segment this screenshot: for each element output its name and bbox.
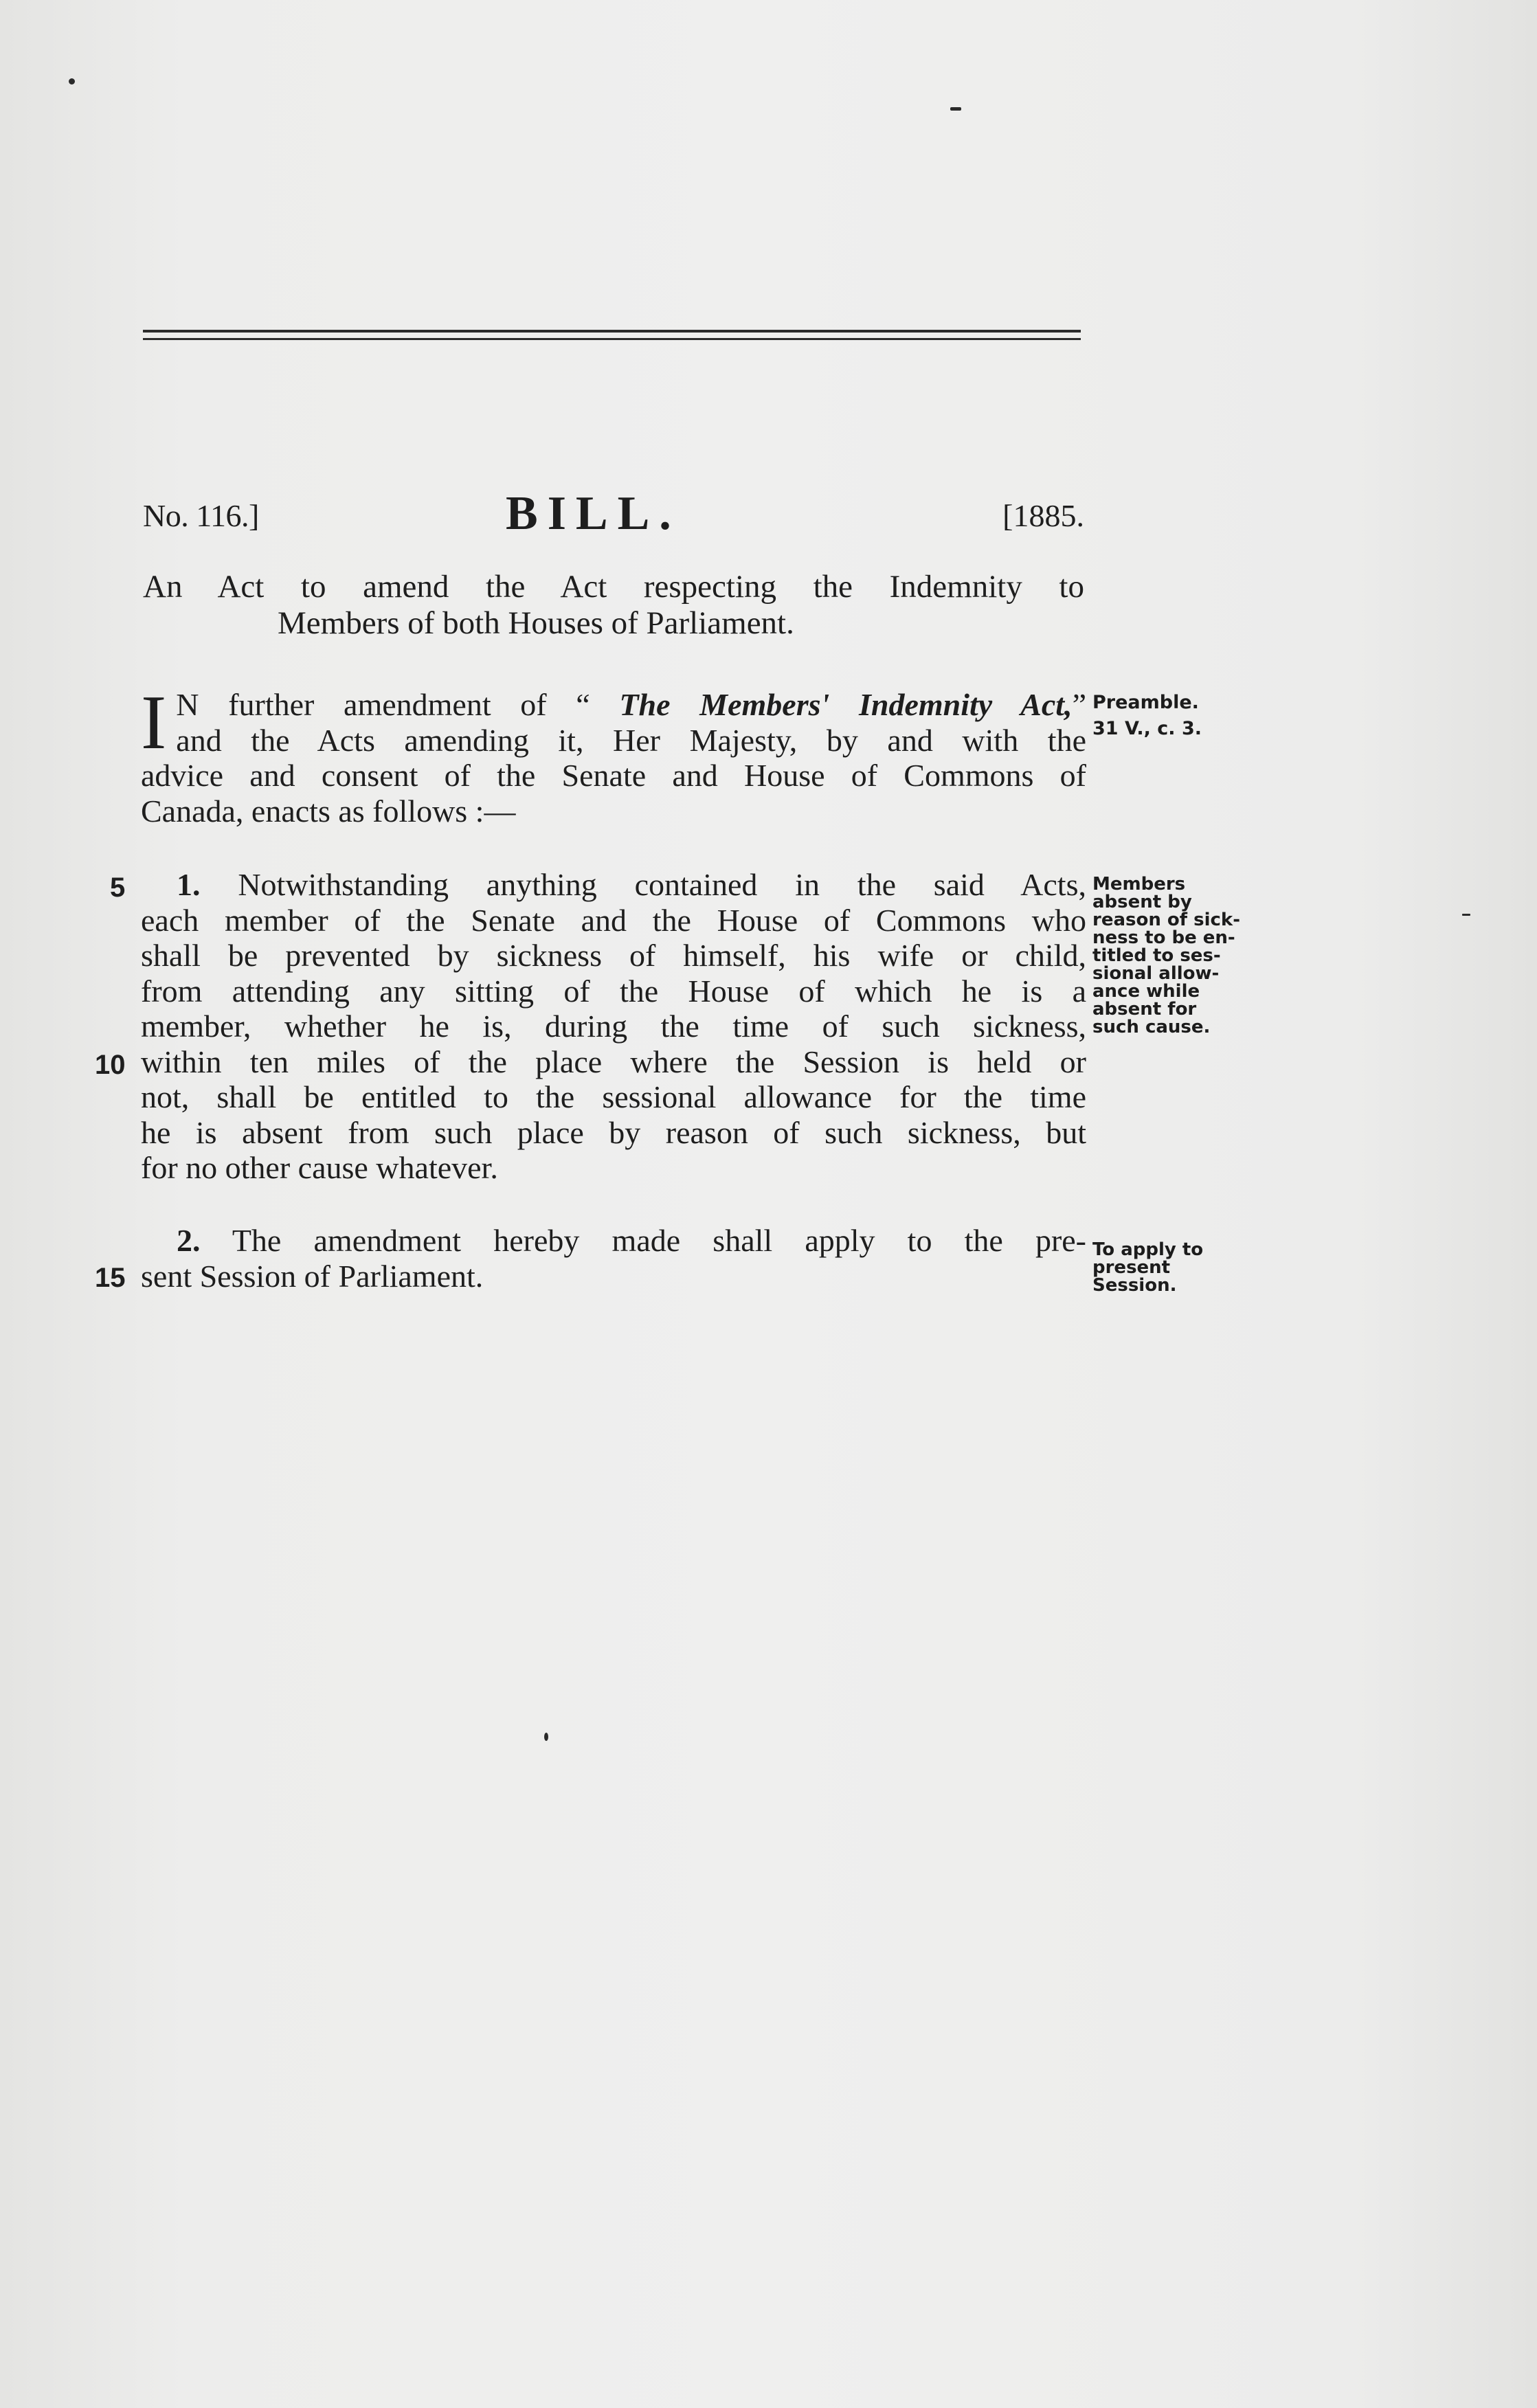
- act-title: [143, 569, 1084, 642]
- section-line: for no other cause whatever.: [141, 1150, 498, 1185]
- paper-speck: [544, 1733, 548, 1741]
- margin-note-section-1: Members absent by reason of sick- ness to be en- titled to ses- sional allow- ance while absent for such cause.: [1092, 874, 1241, 1037]
- bill-number: No. 116.]: [143, 498, 259, 533]
- section-line: each member of the Senate and the House of Commons who: [141, 902, 1086, 938]
- act-title-line: Members of both Houses of Parliament.: [278, 605, 794, 641]
- section-number: 1.: [177, 867, 201, 902]
- margin-note-citation: 31 V., c. 3.: [1092, 718, 1202, 739]
- line-number: 5: [110, 873, 126, 903]
- section-line: within ten miles of the place where the Session is held or: [141, 1044, 1086, 1079]
- act-name: The Members' Indemnity Act,: [619, 687, 1073, 722]
- section-line: shall be prevented by sickness of himself, his wife or child,: [141, 938, 1086, 973]
- section-line: not, shall be entitled to the sessional allowance for the time: [141, 1079, 1086, 1114]
- bill-header: [143, 486, 1084, 548]
- paper-speck: [1462, 914, 1470, 916]
- paper-speck: [69, 78, 75, 85]
- act-title-line: An Act to amend the Act respecting the Indemnity to: [143, 569, 1084, 605]
- top-rule: [143, 338, 1081, 340]
- preamble: [141, 680, 1086, 829]
- section-number: 2.: [177, 1223, 201, 1258]
- margin-note-preamble: Preamble.: [1092, 692, 1199, 713]
- preamble-line: Canada, enacts as follows :—: [141, 793, 516, 829]
- section-line: 2. The amendment hereby made shall apply to the pre-: [177, 1223, 1087, 1258]
- section-line: member, whether he is, during the time of such sickness,: [141, 1009, 1086, 1044]
- line-number: 10: [95, 1050, 126, 1080]
- section-line: sent Session of Parliament.: [141, 1258, 484, 1294]
- section-line: he is absent from such place by reason of such sickness, but: [141, 1114, 1086, 1150]
- bill-year: [1885.: [1002, 498, 1084, 533]
- preamble-line: advice and consent of the Senate and House of Commons of: [141, 758, 1086, 793]
- section-line: from attending any sitting of the House of which he is a: [141, 973, 1086, 1009]
- section-line: 1. Notwithstanding anything contained in the said Acts,: [177, 867, 1086, 902]
- drop-cap: I: [141, 680, 167, 765]
- section-1: [141, 867, 1086, 1186]
- preamble-line: and the Acts amending it, Her Majesty, by and with the: [176, 722, 1086, 758]
- line-number: 15: [95, 1263, 126, 1293]
- top-rule: [143, 330, 1081, 333]
- paper-speck: [950, 107, 961, 111]
- preamble-line: N further amendment of “ The Members' Indemnity Act,”: [176, 687, 1086, 722]
- bill-title: BILL.: [506, 487, 681, 540]
- section-2: [141, 1223, 1086, 1294]
- margin-note-section-2: To apply to present Session.: [1092, 1239, 1204, 1296]
